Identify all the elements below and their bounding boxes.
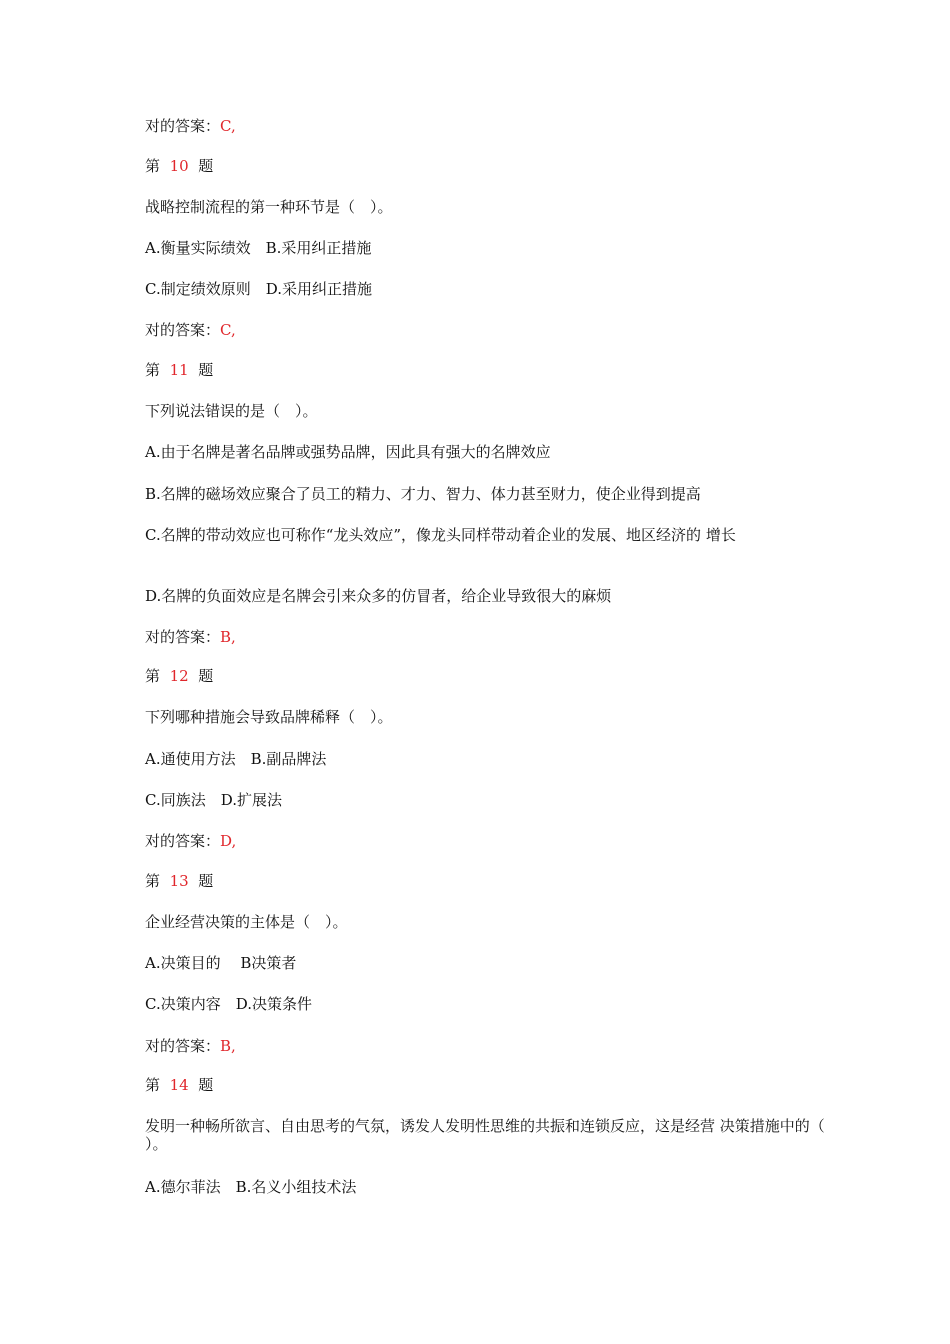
option-line: B.名牌的磁场效应聚合了员工的精力、才力、智力、体力甚至财力，使企业得到提高	[145, 485, 701, 503]
answer-label: 对的答案：	[145, 832, 221, 850]
q-prefix: 第	[145, 1076, 161, 1094]
q-num: 11	[169, 361, 189, 379]
answer-line	[145, 117, 825, 135]
question-stem: 战略控制流程的第一种环节是（ ）。	[145, 198, 393, 216]
answer-value: D,	[220, 832, 237, 850]
question-number	[145, 872, 825, 890]
question-stem: 下列哪种措施会导致品牌稀释（ ）。	[145, 708, 393, 726]
option-line: A.决策目的 B决策者	[145, 954, 297, 972]
answer-label: 对的答案：	[145, 117, 221, 135]
answer-label: 对的答案：	[145, 1037, 221, 1055]
q-num: 12	[169, 667, 189, 685]
question-stem: 下列说法错误的是（ ）。	[145, 402, 318, 420]
question-stem: 发明一种畅所欲言、自由思考的气氛，诱发人发明性思维的共振和连锁反应，这是经营 决策措施中的（ ）。	[145, 1117, 830, 1153]
option-line: C.制定绩效原则 D.采用纠正措施	[145, 280, 372, 298]
q-prefix: 第	[145, 872, 161, 890]
question-number	[145, 361, 825, 379]
answer-label: 对的答案：	[145, 628, 221, 646]
q-num: 10	[169, 157, 189, 175]
option-line: A.通使用方法 B.副品牌法	[145, 750, 327, 768]
option-line: C.决策内容 D.决策条件	[145, 995, 312, 1013]
answer-value: B,	[220, 628, 236, 646]
option-line: A.德尔菲法 B.名义小组技术法	[145, 1178, 357, 1196]
q-num: 13	[169, 872, 189, 890]
option-line: A.由于名牌是著名品牌或强势品牌，因此具有强大的名牌效应	[145, 443, 551, 461]
answer-label: 对的答案：	[145, 321, 221, 339]
option-line: D.名牌的负面效应是名牌会引来众多的仿冒者，给企业导致很大的麻烦	[145, 587, 612, 605]
answer-value: C,	[220, 321, 236, 339]
q-prefix: 第	[145, 361, 161, 379]
option-line: C.同族法 D.扩展法	[145, 791, 282, 809]
q-prefix: 第	[145, 157, 161, 175]
answer-line	[145, 628, 825, 646]
question-number	[145, 157, 825, 175]
q-suffix: 题	[198, 1076, 214, 1094]
q-prefix: 第	[145, 667, 161, 685]
q-suffix: 题	[198, 667, 214, 685]
q-suffix: 题	[198, 872, 214, 890]
question-number	[145, 667, 825, 685]
option-line: A.衡量实际绩效 B.采用纠正措施	[145, 239, 372, 257]
question-stem: 企业经营决策的主体是（ ）。	[145, 913, 348, 931]
q-suffix: 题	[198, 157, 214, 175]
answer-line	[145, 321, 825, 339]
option-line: C.名牌的带动效应也可称作“龙头效应”，像龙头同样带动着企业的发展、地区经济的 增长	[145, 526, 736, 544]
q-suffix: 题	[198, 361, 214, 379]
q-num: 14	[169, 1076, 189, 1094]
answer-value: C,	[220, 117, 236, 135]
answer-line	[145, 1037, 825, 1055]
question-number	[145, 1076, 825, 1094]
answer-value: B,	[220, 1037, 236, 1055]
answer-line	[145, 832, 825, 850]
